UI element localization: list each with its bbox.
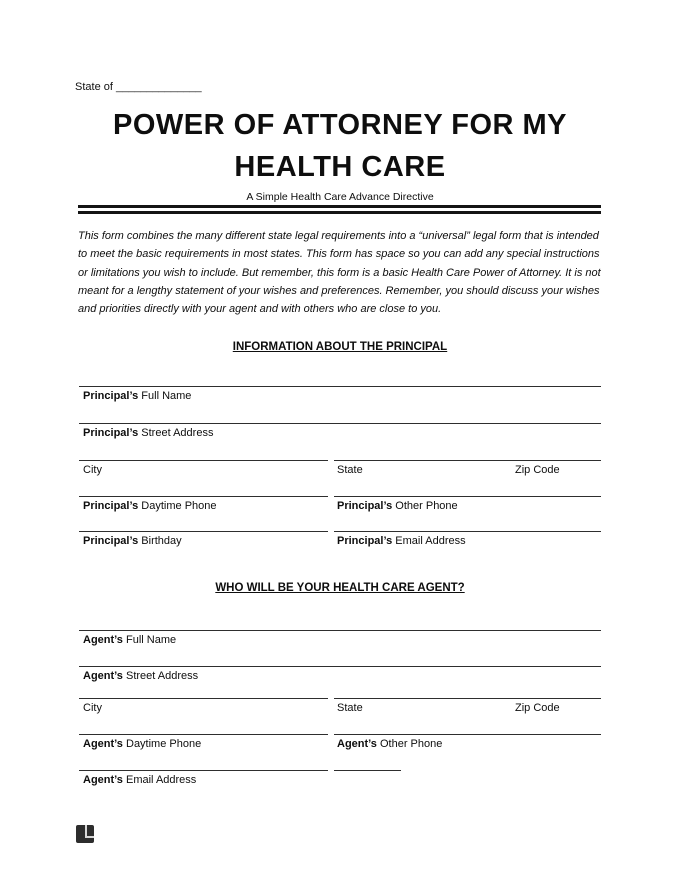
- label-bold-part: Agent’s: [337, 738, 377, 750]
- field-row-principal-phones: [79, 496, 601, 524]
- field-label-state: State: [337, 702, 363, 714]
- label-bold-part: Agent’s: [83, 670, 123, 682]
- agent-section-heading: WHO WILL BE YOUR HEALTH CARE AGENT?: [215, 582, 465, 594]
- field-row-principal-birthday-email: [79, 531, 601, 559]
- state-of-field: [75, 81, 202, 93]
- label-bold-part: Agent’s: [83, 738, 123, 750]
- field-label-principal-daytime-phone: [83, 500, 217, 512]
- field-label-state: State: [337, 464, 363, 476]
- field-label-agent-street-address: [83, 670, 198, 682]
- field-label-principal-email-address: [337, 535, 466, 547]
- logo-shape-part: [85, 836, 94, 838]
- field-label-city: City: [83, 702, 102, 714]
- label-text-part: Birthday: [138, 535, 182, 547]
- field-line: [79, 496, 328, 497]
- field-line: [79, 770, 328, 771]
- field-line: [79, 630, 601, 631]
- label-bold-part: Agent’s: [83, 634, 123, 646]
- document-title: [0, 104, 680, 188]
- field-label-principal-street-address: [83, 427, 213, 439]
- label-bold-part: Principal’s: [337, 500, 393, 512]
- field-label-agent-other-phone: [337, 738, 442, 750]
- field-row-agent-email: [79, 770, 601, 798]
- field-line: [79, 734, 328, 735]
- field-label-zip-code: Zip Code: [515, 702, 560, 714]
- field-line: [334, 496, 601, 497]
- label-text-part: Email Address: [392, 535, 466, 547]
- field-label-zip-code: Zip Code: [515, 464, 560, 476]
- field-label-principal-full-name: [83, 390, 191, 402]
- label-text-part: Full Name: [122, 634, 177, 646]
- label-bold-part: Principal’s: [83, 427, 139, 439]
- field-row-agent-street-address: [79, 666, 601, 694]
- field-line: [79, 531, 328, 532]
- field-line: [334, 734, 601, 735]
- principal-section-heading: INFORMATION ABOUT THE PRINCIPAL: [232, 341, 448, 353]
- label-text-part: Daytime Phone: [122, 738, 202, 750]
- label-text-part: Other Phone: [376, 738, 443, 750]
- field-line: [334, 698, 601, 699]
- field-label-principal-birthday: [83, 535, 182, 547]
- document-title-line2: HEALTH CARE: [234, 151, 446, 183]
- field-row-principal-street-address: [79, 423, 601, 451]
- document-subtitle: A Simple Health Care Advance Directive: [246, 191, 434, 203]
- label-text-part: Other Phone: [392, 500, 458, 512]
- state-of-label: State of: [75, 81, 116, 93]
- field-line: [79, 460, 328, 461]
- label-bold-part: Agent’s: [83, 774, 123, 786]
- intro-paragraph: This form combines the many different state legal requirements into a “universal” legal form that is intended to meet the basic requirements in most states. This form has space so you can add any special instructions or limitations you wish to include. But remember, this form is a basic Health Care Power of Attorney. It is not meant for a lengthy statement of your wishes and preferences. Remember, you should discuss your wishes and priorities directly with your agent and with others who are close to you.: [78, 230, 601, 316]
- label-text-part: Full Name: [138, 390, 192, 402]
- field-label-agent-email-address: [83, 774, 196, 786]
- field-line: [79, 386, 601, 387]
- field-row-principal-full-name: [79, 386, 601, 414]
- state-of-blank-line: ______________: [115, 81, 202, 93]
- field-line: [79, 666, 601, 667]
- field-label-agent-full-name: [83, 634, 176, 646]
- field-label-principal-other-phone: [337, 500, 458, 512]
- label-text-part: Street Address: [122, 670, 199, 682]
- label-bold-part: Principal’s: [83, 390, 139, 402]
- field-label-city: City: [83, 464, 102, 476]
- label-text-part: Street Address: [138, 427, 214, 439]
- label-text-part: Email Address: [122, 774, 197, 786]
- field-row-agent-city-state-zip: [79, 698, 601, 726]
- double-rule-divider: [78, 205, 601, 214]
- field-line: [334, 460, 601, 461]
- field-row-principal-city-state-zip: [79, 460, 601, 488]
- legal-templates-logo-icon: [76, 825, 94, 843]
- field-line: [79, 698, 328, 699]
- field-line: [334, 770, 401, 771]
- field-row-agent-full-name: [79, 630, 601, 658]
- label-bold-part: Principal’s: [337, 535, 393, 547]
- field-row-agent-phones: [79, 734, 601, 762]
- label-text-part: Daytime Phone: [138, 500, 217, 512]
- field-line: [334, 531, 601, 532]
- label-bold-part: Principal’s: [83, 535, 139, 547]
- label-bold-part: Principal’s: [83, 500, 139, 512]
- field-line: [79, 423, 601, 424]
- field-label-agent-daytime-phone: [83, 738, 201, 750]
- document-title-line1: POWER OF ATTORNEY FOR MY: [113, 109, 567, 141]
